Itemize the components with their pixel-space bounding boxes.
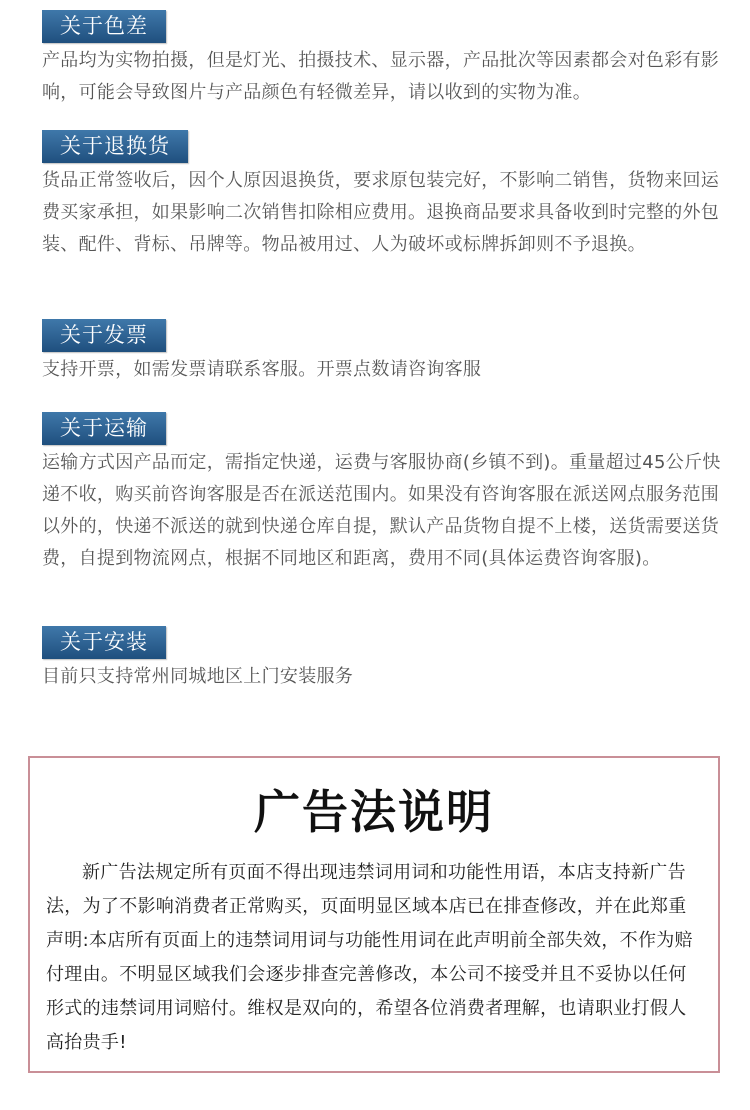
section-text: 产品均为实物拍摄，但是灯光、拍摄技术、显示器，产品批次等因素都会对色彩有影响，可能会导致图片与产品颜色有轻微差异，请以收到的实物为准。 — [42, 50, 720, 103]
notice-title: 广告法说明 — [254, 785, 494, 839]
section-text: 运输方式因产品而定，需指定快递，运费与客服协商(乡镇不到)。重量超过45公斤快递不收，购买前咨询客服是否在派送范围内。如果没有咨询客服在派送网点服务范围以外的，快递不派送的就到快递仓库自提，默认产品货物自提不上楼，送货需要送货费，自提到物流网点，根据不同地区和距离，费用不同(具体运费咨询客服)。 — [42, 452, 721, 569]
section-title: 关于退换货 — [42, 130, 188, 163]
section-shipping — [42, 412, 732, 575]
section-returns — [42, 130, 732, 261]
notice-body: 新广告法规定所有页面不得出现违禁词用词和功能性用语，本店支持新广告法，为了不影响消费者正常购买，页面明显区域本店已在排查修改，并在此郑重声明:本店所有页面上的违禁词用词与功能性用词在此声明前全部失效，不作为赔付理由。不明显区域我们会逐步排查完善修改，本公司不接受并且不妥协以任何形式的违禁词用词赔付。维权是双向的，希望各位消费者理解，也请职业打假人高抬贵手! — [46, 862, 693, 1053]
section-text: 货品正常签收后，因个人原因退换货，要求原包装完好，不影响二销售，货物来回运费买家承担，如果影响二次销售扣除相应费用。退换商品要求具备收到时完整的外包装、配件、背标、吊牌等。物品被用过、人为破坏或标牌拆卸则不予退换。 — [42, 170, 720, 255]
section-text: 目前只支持常州同城地区上门安装服务 — [42, 666, 354, 687]
section-title: 关于运输 — [42, 412, 166, 445]
section-text: 支持开票，如需发票请联系客服。开票点数请咨询客服 — [42, 359, 482, 380]
section-title: 关于安装 — [42, 626, 166, 659]
section-title: 关于色差 — [42, 10, 166, 43]
advertising-law-notice — [28, 756, 720, 1073]
section-installation — [42, 626, 732, 693]
section-color-difference — [42, 10, 732, 109]
section-title: 关于发票 — [42, 319, 166, 352]
section-invoice — [42, 319, 732, 386]
